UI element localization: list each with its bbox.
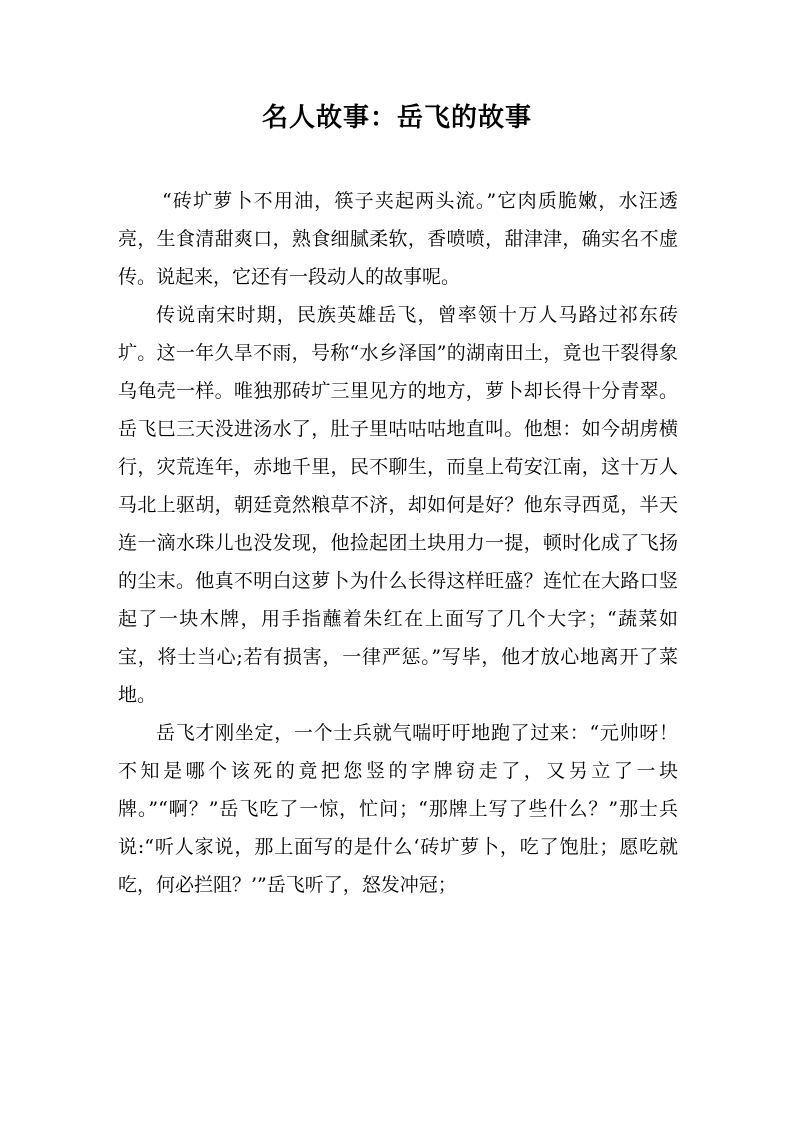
paragraph-intro: “砖圹萝卜不用油，筷子夹起两头流。”它肉质脆嫩，水汪透亮，生食清甜爽口，熟食细腻柔软，香喷喷，甜津津，确实名不虚传。说起来，它还有一段动人的故事呢。 [118, 190, 678, 288]
article-body [118, 182, 678, 904]
page-title: 名人故事：岳飞的故事 [261, 103, 532, 133]
paragraph-legend: 传说南宋时期，民族英雄岳飞，曾率领十万人马路过祁东砖圹。这一年久旱不雨，号称“水乡泽国”的湖南田土，竟也干裂得象乌龟壳一样。唯独那砖圹三里见方的地方，萝卜却长得十分青翠。岳飞巳三天没进汤水了，肚子里咕咕咕地直叫。他想：如今胡虏横行，灾荒连年，赤地千里，民不聊生，而皇上苟安江南，这十万人马北上驱胡，朝廷竟然粮草不济，却如何是好？他东寻西觅，半天连一滴水珠儿也没发现，他捡起团土块用力一提，顿时化成了飞扬的尘末。他真不明白这萝卜为什么长得这样旺盛？连忙在大路口竖起了一块木牌，用手指蘸着朱红在上面写了几个大字；“蔬菜如宝，将士当心;若有损害，一律严惩。”写毕，他才放心地离开了菜地。 [118, 304, 678, 706]
paragraph-soldier-report: 岳飞才刚坐定，一个士兵就气喘吁吁地跑了过来：“元帅呀！不知是哪个该死的竟把您竖的字牌窃走了，又另立了一块牌。”“啊？”岳飞吃了一惊，忙问；“那牌上写了些什么？”那士兵说:“听人家说，那上面写的是什么‘砖圹萝卜，吃了饱肚；愿吃就吃，何必拦阻？’”岳飞听了，怒发冲冠； [118, 722, 678, 896]
